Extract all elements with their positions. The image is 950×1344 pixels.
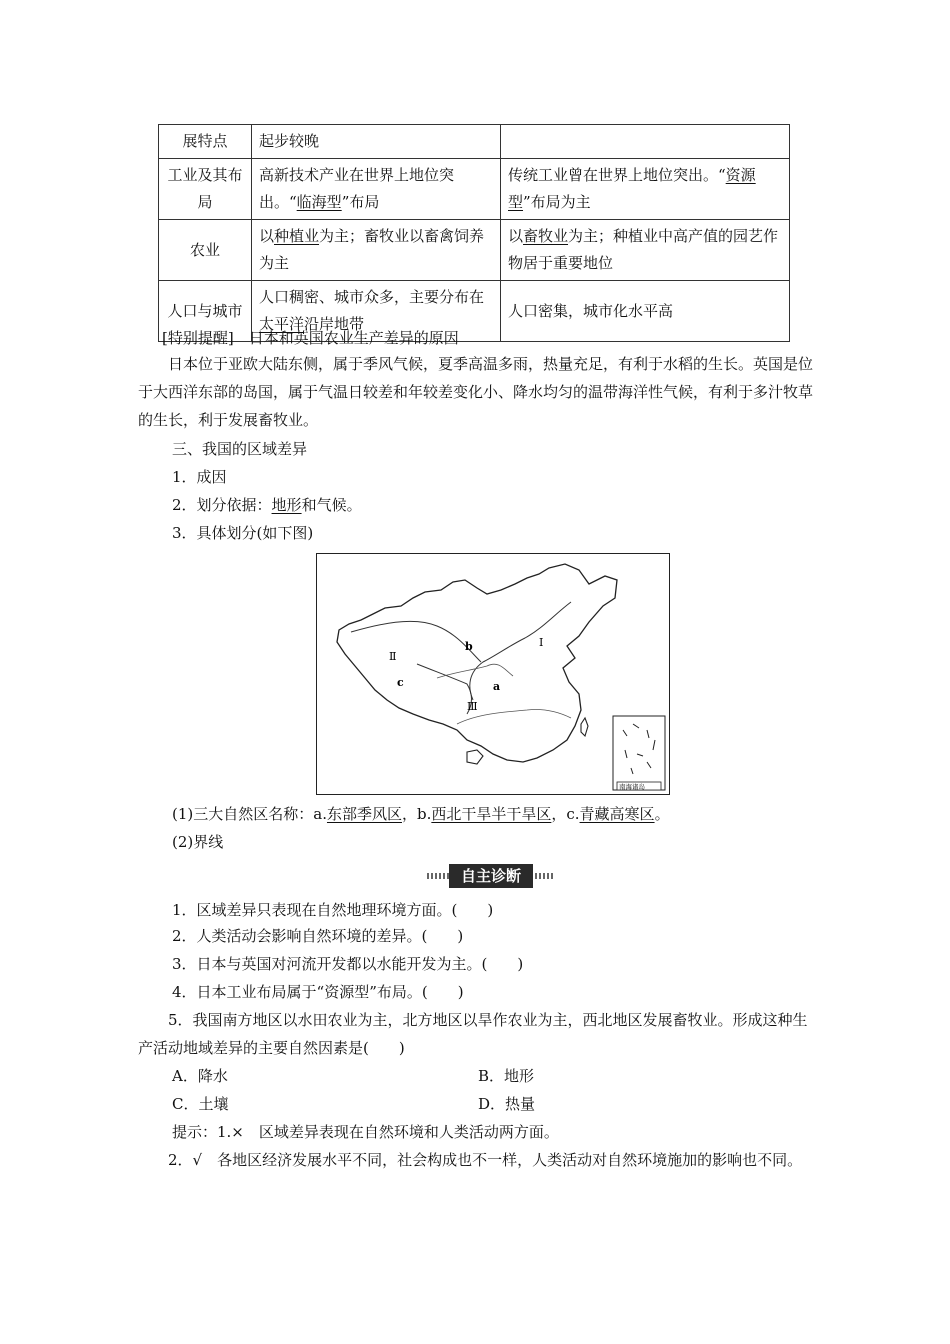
map-figure [317,554,669,794]
option-c: C．土壤 [172,1095,229,1113]
hint: 2．√ 各地区经济发展水平不同，社会构成也不一样，人类活动对自然环境施加的影响也不同。 [168,1151,803,1169]
inset-label: 南海诸岛 [619,783,645,791]
underlined-answer: 东部季风区 [326,805,402,823]
comparison-table [158,124,790,342]
self-diagnosis-banner [427,864,555,888]
table-row [159,220,790,281]
map-label-c: c [397,676,404,689]
map-label-b: b [465,640,473,653]
boundary-line-I [470,602,571,700]
map-label-II: Ⅱ [389,650,397,663]
uk-cell: 以畜牧业为主；种植业中高产值的园艺作物居于重要地位 [501,220,790,281]
underlined-answer: 种植业 [274,227,320,245]
list-item: 2．划分依据：地形和气候。 [172,496,362,514]
hint: 提示：1.× 区域差异表现在自然环境和人类活动两方面。 [172,1123,559,1141]
china-region-map [316,553,670,795]
map-label-a: a [493,680,501,693]
uk-cell: 传统工业曾在世界上地位突出。“资源型”布局为主 [501,159,790,220]
underlined-answer: 地形 [271,496,302,514]
underlined-answer: 太平洋 [259,315,305,333]
option-a: A．降水 [172,1067,228,1085]
map-label-I: Ⅰ [539,636,544,649]
section-heading: 三、我国的区域差异 [172,440,308,458]
option-b: B．地形 [478,1067,535,1085]
question: 1．区域差异只表现在自然地理环境方面。( ) [172,901,494,919]
banner-title: 自主诊断 [449,864,533,888]
reminder-paragraph: 日本位于亚欧大陆东侧，属于季风气候，夏季高温多雨，热量充足，有利于水稻的生长。英国是位于大西洋东部的岛国，属于气温日较差和年较差变化小、降水均匀的温带海洋性气候，有利于多汁牧草的生长，利于发展畜牧业。 [138,355,814,429]
list-item: 3．具体划分(如下图) [172,524,314,542]
question: 2．人类活动会影响自然环境的差异。( ) [172,927,464,945]
option-d: D．热量 [478,1095,536,1113]
table-row [159,159,790,220]
japan-cell: 以种植业为主；畜牧业以畜禽饲养为主 [252,220,501,281]
china-outline [337,564,617,762]
uk-cell [501,125,790,159]
taiwan-island [581,718,588,736]
region-names: (1)三大自然区名称：a.东部季风区，b.西北干旱半干旱区，c.青藏高寒区。 [172,805,670,823]
underlined-answer: 西北干旱半干旱区 [431,805,552,823]
underlined-answer: 临海型 [296,193,342,211]
question: 3．日本与英国对河流开发都以水能开发为主。( ) [172,955,524,973]
boundary-line-II [351,621,481,662]
underlined-answer: 资源型 [508,166,756,211]
japan-cell: 起步较晚 [252,125,501,159]
underlined-answer: 畜牧业 [523,227,569,245]
row-label: 展特点 [159,125,252,159]
map-label-III: Ⅲ [467,700,478,713]
japan-cell: 人口稠密、城市众多，主要分布在太平洋沿岸地带 [252,281,501,342]
hainan-island [467,750,483,764]
question: 5．我国南方地区以水田农业为主，北方地区以旱作农业为主，西北地区发展畜牧业。形成这种生产活动地域差异的主要自然因素是( ) [138,1011,808,1057]
underlined-answer: 青藏高寒区 [579,805,655,823]
uk-cell: 人口密集，城市化水平高 [501,281,790,342]
row-label: 人口与城市 [159,281,252,342]
row-label: 工业及其布局 [159,159,252,220]
table-row [159,125,790,159]
japan-cell: 高新技术产业在世界上地位突出。“临海型”布局 [252,159,501,220]
list-item: 1．成因 [172,468,227,486]
south-china-sea-inset [613,716,665,790]
boundary-heading: (2)界线 [172,833,224,851]
question: 4．日本工业布局属于“资源型”布局。( ) [172,983,464,1001]
special-reminder-title: [特别提醒] 日本和英国农业生产差异的原因 [162,329,459,347]
row-label: 农业 [159,220,252,281]
